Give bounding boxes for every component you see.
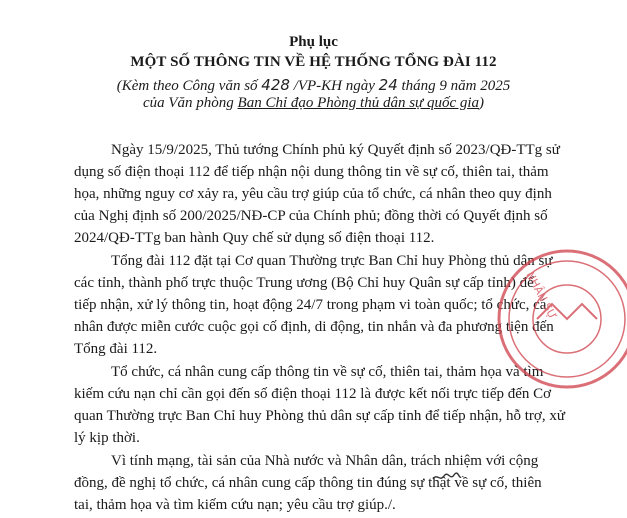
body-line: tai, thảm họa và tìm kiếm cứu nạn; yêu cầu trợ giúp./. (74, 497, 396, 513)
body-line: Tổ chức, cá nhân cung cấp thông tin về sự cố, thiên tai, thảm họa và tìm (111, 364, 544, 380)
handwritten-day: 24 (378, 76, 398, 94)
body-line: lý kịp thời. (74, 430, 140, 446)
body-line: Vì tính mạng, tài sản của Nhà nước và Nhân dân, trách nhiệm với cộng (111, 453, 539, 469)
reference-line (0, 76, 627, 95)
body-line: họa, những nguy cơ xảy ra, yêu cầu trợ giúp của tổ chức, cá nhân theo quy định (74, 186, 552, 202)
body-line: Tổng đài 112. (74, 341, 158, 357)
body-line: 2024/QĐ-TTg ban hành Quy chế sử dụng số điện thoại 112. (74, 230, 435, 246)
body-line: kiếm cứu nạn chỉ cần gọi đến số điện thoại 112 là được kết nối trực tiếp đến Cơ (74, 386, 552, 402)
body-line: dụng số điện thoại 112 để tiếp nhận nội dung thông tin về sự cố, thiên tai, thảm (74, 164, 549, 180)
appendix-title: Phụ lục (289, 34, 338, 50)
reference-mid: /VP-KH ngày (289, 78, 379, 94)
reference-suffix: tháng 9 năm 2025 (397, 78, 511, 94)
reference-issuer-line (0, 95, 627, 112)
body-line: nhân được miễn cước cuộc gọi cố định, di động, tin nhắn và đa phương tiện đến (74, 319, 554, 335)
handwritten-doc-number: 428 (261, 76, 290, 94)
signature-mark (432, 471, 462, 483)
body-line: quan Thường trực Ban Chỉ huy Phòng thủ dân sự cấp tỉnh để tiếp nhận, hỗ trợ, xử (74, 408, 565, 424)
body-line: tiếp nhận, xử lý thông tin, hoạt động 24/7 trong phạm vi toàn quốc; tổ chức, cá (74, 297, 547, 313)
body-line: các tỉnh, thành phố trực thuộc Trung ương (Bộ Chỉ huy Quân sự cấp tỉnh) để (74, 275, 534, 291)
reference-prefix: (Kèm theo Công văn số (116, 78, 262, 94)
appendix-subtitle: MỘT SỐ THÔNG TIN VỀ HỆ THỐNG TỔNG ĐÀI 112 (130, 54, 497, 70)
issuer-prefix: của Văn phòng (142, 95, 238, 111)
issuer-name: Ban Chỉ đạo Phòng thủ dân sự quốc gia (237, 95, 480, 111)
body-line: của Nghị định số 200/2025/NĐ-CP của Chính phủ; đồng thời có Quyết định số (74, 208, 548, 224)
body-line: Tổng đài 112 đặt tại Cơ quan Thường trực Ban Chỉ huy Phòng thủ dân sự (111, 253, 553, 269)
issuer-suffix: ) (479, 95, 485, 111)
seal-text: NHÂN SỰ (523, 269, 560, 322)
body-line: đồng, đề nghị tổ chức, cá nhân cung cấp thông tin đúng sự thật về sự cố, thiên (74, 475, 542, 491)
body-line: Ngày 15/9/2025, Thủ tướng Chính phủ ký Quyết định số 2023/QĐ-TTg sử (111, 142, 560, 158)
